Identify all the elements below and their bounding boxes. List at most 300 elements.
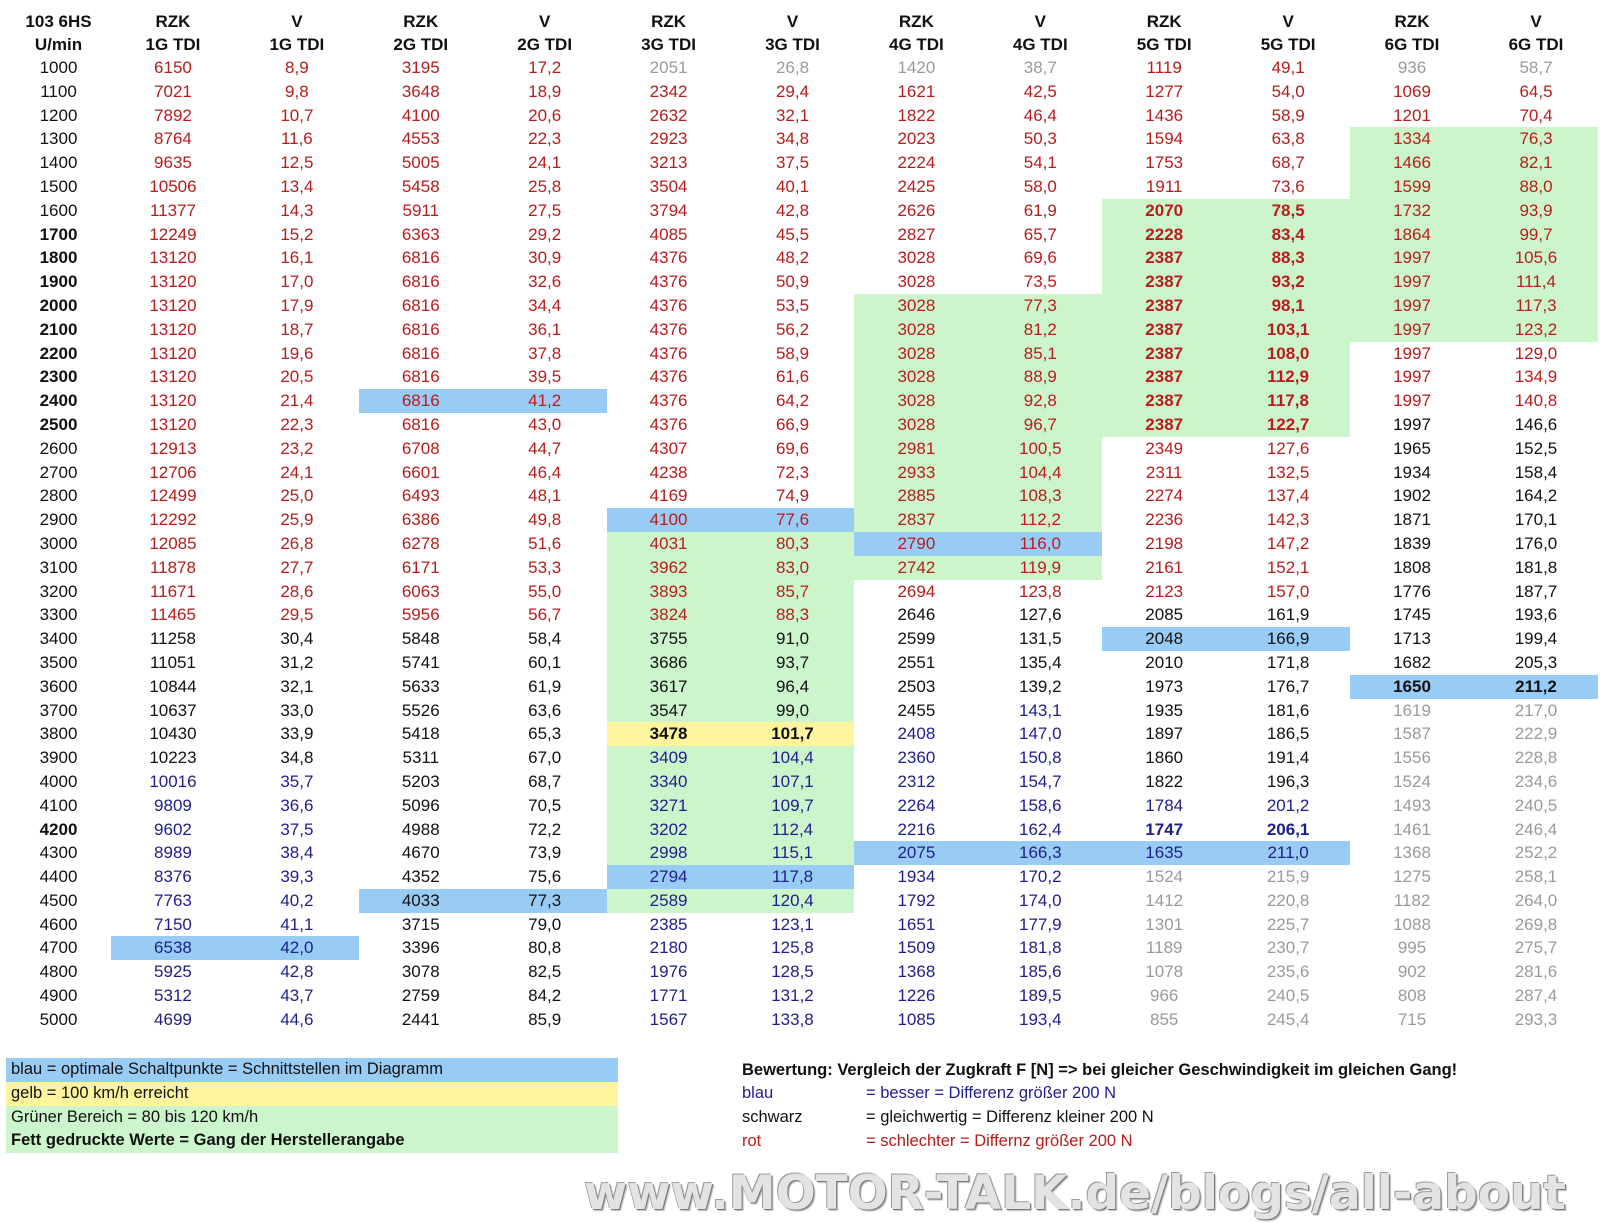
rzk-cell: 1965	[1393, 438, 1431, 458]
speed-cell: 72,2	[528, 819, 562, 839]
table-row	[6, 794, 1598, 818]
table-row	[6, 746, 1598, 770]
speed-cell: 44,7	[528, 438, 562, 458]
table-row	[6, 722, 1598, 746]
speed-cell: 105,6	[1474, 246, 1598, 270]
speed-cell: 53,3	[528, 557, 562, 577]
speed-cell: 123,1	[771, 914, 814, 934]
rpm-cell: 4800	[39, 962, 78, 982]
speed-cell: 26,8	[775, 58, 810, 77]
speed-cell: 199,4	[1514, 629, 1558, 649]
rzk-cell: 1275	[1393, 867, 1431, 887]
rzk-cell: 1599	[1350, 175, 1474, 199]
rzk-cell: 6708	[401, 438, 440, 458]
rzk-cell: 12706	[149, 462, 197, 482]
rzk-cell: 1621	[897, 81, 936, 101]
speed-cell: 108,0	[1226, 342, 1350, 366]
speed-cell: 78,5	[1226, 199, 1350, 223]
speed-cell: 107,1	[731, 770, 855, 794]
speed-cell: 115,1	[731, 841, 855, 865]
speed-cell: 88,0	[1474, 175, 1598, 199]
rzk-cell: 2455	[897, 700, 936, 720]
table-header-row	[6, 10, 1598, 56]
rpm-cell: 4200	[39, 819, 78, 839]
speed-cell: 140,8	[1514, 391, 1558, 411]
rzk-cell: 11258	[149, 629, 196, 649]
rpm-cell: 4000	[39, 771, 78, 791]
header-col	[483, 10, 607, 56]
rzk-cell: 13120	[149, 414, 197, 434]
header-label-top: V	[1034, 12, 1046, 31]
speed-cell: 98,1	[1226, 294, 1350, 318]
speed-cell: 81,2	[978, 318, 1102, 342]
speed-cell: 162,4	[1019, 819, 1062, 839]
rzk-cell: 5203	[401, 771, 440, 791]
rzk-cell: 1822	[1145, 771, 1184, 791]
speed-cell: 88,9	[978, 365, 1102, 389]
header-label-top: RZK	[155, 12, 191, 31]
rpm-cell: 4900	[39, 986, 78, 1006]
rzk-cell: 4376	[649, 367, 688, 387]
speed-cell: 240,5	[1266, 986, 1310, 1006]
rpm-cell: 4700	[39, 938, 78, 958]
rzk-cell: 2408	[897, 724, 936, 744]
rzk-cell: 2216	[897, 819, 936, 839]
rzk-cell: 936	[1397, 58, 1427, 77]
rating-key: rot	[742, 1131, 762, 1150]
rzk-cell: 3547	[607, 699, 731, 723]
rzk-cell: 1635	[1102, 841, 1226, 865]
speed-cell: 166,9	[1226, 627, 1350, 651]
table-row	[6, 960, 1598, 984]
rzk-cell: 4699	[154, 1009, 192, 1029]
table-row	[6, 342, 1598, 366]
rzk-cell: 6386	[401, 510, 440, 530]
rzk-cell: 2551	[897, 652, 936, 672]
rzk-cell: 1973	[1145, 676, 1184, 696]
rzk-cell: 11465	[149, 605, 196, 625]
rzk-cell: 5911	[402, 200, 440, 220]
rzk-cell: 3028	[854, 365, 978, 389]
speed-cell: 112,2	[978, 508, 1102, 532]
rzk-cell: 11878	[149, 557, 196, 577]
rzk-cell: 1732	[1350, 199, 1474, 223]
rzk-cell: 4307	[649, 438, 688, 458]
speed-cell: 41,1	[280, 914, 314, 934]
speed-cell: 33,0	[280, 700, 314, 720]
speed-cell: 38,7	[1023, 58, 1057, 77]
table-row	[6, 318, 1598, 342]
speed-cell: 9,8	[285, 81, 309, 101]
rzk-cell: 1997	[1350, 246, 1474, 270]
rzk-cell: 12249	[149, 224, 197, 244]
speed-cell: 13,4	[280, 176, 314, 196]
header-label-top: RZK	[1394, 12, 1430, 31]
table-row	[6, 199, 1598, 223]
speed-cell: 123,2	[1474, 318, 1598, 342]
rzk-cell: 1493	[1393, 795, 1431, 815]
rzk-cell: 13120	[149, 319, 197, 339]
speed-cell: 83,0	[731, 556, 855, 580]
header-label-bottom: 6G TDI	[1508, 35, 1564, 54]
speed-cell: 41,2	[483, 389, 607, 413]
rzk-cell: 1902	[1393, 486, 1431, 506]
speed-cell: 15,2	[280, 224, 314, 244]
speed-cell: 108,3	[978, 484, 1102, 508]
speed-cell: 70,4	[1519, 105, 1553, 125]
rzk-cell: 5741	[401, 652, 440, 672]
header-col	[359, 10, 483, 56]
rzk-cell: 3078	[401, 962, 440, 982]
rzk-cell: 12085	[149, 533, 197, 553]
speed-cell: 46,4	[1023, 105, 1057, 125]
speed-cell: 117,8	[1226, 389, 1350, 413]
rpm-cell: 3300	[39, 605, 78, 625]
rzk-cell: 2070	[1102, 199, 1226, 223]
speed-cell: 63,6	[528, 700, 562, 720]
rzk-cell: 1594	[1145, 129, 1184, 149]
rzk-cell: 1088	[1393, 914, 1431, 934]
speed-cell: 127,6	[1019, 605, 1062, 625]
header-label-top: V	[539, 12, 551, 31]
rzk-cell: 4553	[401, 129, 440, 149]
rzk-cell: 4352	[401, 867, 440, 887]
speed-cell: 112,4	[731, 818, 855, 842]
speed-cell: 211,0	[1226, 841, 1350, 865]
rzk-cell: 3028	[854, 318, 978, 342]
rzk-cell: 1934	[1393, 462, 1431, 482]
rzk-cell: 4169	[649, 486, 688, 506]
header-label-bottom: 2G TDI	[517, 35, 573, 54]
rzk-cell: 2441	[401, 1009, 440, 1029]
rzk-cell: 1997	[1393, 391, 1431, 411]
speed-cell: 77,3	[978, 294, 1102, 318]
header-label-bottom: 1G TDI	[269, 35, 325, 54]
speed-cell: 157,0	[1266, 581, 1310, 601]
speed-cell: 245,4	[1266, 1009, 1310, 1029]
speed-cell: 48,2	[775, 248, 810, 268]
speed-cell: 18,7	[280, 319, 314, 339]
speed-cell: 128,5	[771, 962, 814, 982]
rzk-cell: 12913	[149, 438, 197, 458]
rzk-cell: 1189	[1145, 938, 1183, 958]
rzk-cell: 1792	[897, 890, 936, 910]
rzk-cell: 3617	[607, 675, 731, 699]
rzk-cell: 6816	[401, 367, 440, 387]
table-row	[6, 461, 1598, 485]
speed-cell: 37,8	[528, 343, 562, 363]
table-row	[6, 175, 1598, 199]
rzk-cell: 1997	[1350, 270, 1474, 294]
rpm-cell: 1600	[39, 200, 78, 220]
rzk-cell: 1466	[1350, 151, 1474, 175]
rzk-cell: 2387	[1102, 389, 1226, 413]
speed-cell: 158,4	[1514, 462, 1558, 482]
speed-cell: 20,5	[280, 367, 314, 387]
rpm-cell: 4100	[39, 795, 78, 815]
header-col	[1102, 10, 1226, 56]
table-row	[6, 675, 1598, 699]
rzk-cell: 1078	[1145, 962, 1184, 982]
rzk-cell: 3686	[607, 651, 731, 675]
speed-cell: 88,3	[731, 603, 855, 627]
speed-cell: 91,0	[731, 627, 855, 651]
speed-cell: 123,8	[1019, 581, 1062, 601]
rzk-cell: 1524	[1393, 771, 1431, 791]
rzk-cell: 2933	[854, 461, 978, 485]
rzk-cell: 10430	[149, 724, 197, 744]
rzk-cell: 1334	[1350, 127, 1474, 151]
rpm-cell: 2800	[39, 486, 78, 506]
table-row	[6, 413, 1598, 437]
speed-cell: 34,8	[775, 129, 810, 149]
speed-cell: 36,6	[280, 795, 314, 815]
speed-cell: 235,6	[1266, 962, 1310, 982]
rzk-cell: 2387	[1102, 413, 1226, 437]
rzk-cell: 8989	[154, 843, 192, 863]
speed-cell: 170,2	[1019, 867, 1062, 887]
speed-cell: 64,2	[775, 391, 810, 411]
speed-cell: 164,2	[1514, 486, 1558, 506]
speed-cell: 77,3	[483, 889, 607, 913]
rzk-cell: 1784	[1145, 795, 1184, 815]
rzk-cell: 5848	[401, 629, 440, 649]
speed-cell: 181,8	[1019, 938, 1062, 958]
rzk-cell: 1085	[897, 1009, 936, 1029]
speed-cell: 158,6	[1019, 795, 1062, 815]
header-label-bottom: 6G TDI	[1384, 35, 1440, 54]
rzk-cell: 1182	[1393, 890, 1431, 910]
rzk-cell: 9602	[154, 819, 192, 839]
rzk-cell: 1747	[1145, 819, 1184, 839]
rzk-cell: 3028	[897, 248, 936, 268]
speed-cell: 99,0	[731, 699, 855, 723]
speed-cell: 40,1	[775, 176, 810, 196]
speed-cell: 17,0	[280, 272, 314, 292]
table-row	[6, 889, 1598, 913]
speed-cell: 55,0	[528, 581, 562, 601]
speed-cell: 68,7	[528, 771, 562, 791]
speed-cell: 26,8	[280, 533, 314, 553]
speed-cell: 56,2	[775, 319, 810, 339]
speed-cell: 181,6	[1266, 700, 1310, 720]
speed-cell: 27,5	[528, 200, 562, 220]
table-row	[6, 127, 1598, 151]
rzk-cell: 6816	[401, 414, 440, 434]
speed-cell: 176,0	[1514, 533, 1558, 553]
speed-cell: 40,2	[280, 890, 314, 910]
rzk-cell: 1587	[1393, 724, 1431, 744]
rzk-cell: 2387	[1102, 318, 1226, 342]
speed-cell: 99,7	[1474, 223, 1598, 247]
speed-cell: 281,6	[1514, 962, 1558, 982]
speed-cell: 14,3	[280, 200, 314, 220]
speed-cell: 206,1	[1266, 819, 1310, 839]
speed-cell: 29,2	[528, 224, 562, 244]
header-label-bottom: 5G TDI	[1260, 35, 1316, 54]
speed-cell: 61,9	[1023, 200, 1057, 220]
speed-cell: 85,1	[978, 342, 1102, 366]
rzk-cell: 1524	[1145, 867, 1184, 887]
speed-cell: 58,0	[1023, 176, 1057, 196]
speed-cell: 104,4	[731, 746, 855, 770]
rpm-cell: 3000	[39, 533, 78, 553]
rzk-cell: 1713	[1393, 629, 1431, 649]
speed-cell: 27,7	[280, 557, 314, 577]
speed-cell: 67,0	[528, 748, 562, 768]
header-label-bottom: 3G TDI	[765, 35, 820, 54]
speed-cell: 72,3	[775, 462, 810, 482]
speed-cell: 17,2	[528, 58, 562, 77]
speed-cell: 63,8	[1271, 129, 1305, 149]
speed-cell: 174,0	[1019, 890, 1062, 910]
speed-cell: 120,4	[731, 889, 855, 913]
rzk-cell: 5956	[401, 605, 440, 625]
rzk-cell: 1864	[1350, 223, 1474, 247]
header-label-top: RZK	[651, 12, 687, 31]
rzk-cell: 6363	[401, 224, 440, 244]
rzk-cell: 2387	[1102, 365, 1226, 389]
speed-cell: 25,9	[280, 510, 314, 530]
speed-cell: 220,8	[1266, 890, 1310, 910]
speed-cell: 23,2	[280, 438, 314, 458]
speed-cell: 20,6	[528, 105, 562, 125]
rzk-cell: 2425	[897, 176, 936, 196]
header-label-top: V	[1530, 12, 1542, 31]
speed-cell: 85,9	[528, 1009, 562, 1029]
rzk-cell: 4238	[649, 462, 688, 482]
rpm-cell: 3600	[39, 676, 78, 696]
table-row	[6, 484, 1598, 508]
rzk-cell: 10844	[149, 676, 197, 696]
speed-cell: 139,2	[1019, 676, 1062, 696]
rzk-cell: 6493	[401, 486, 440, 506]
rzk-cell: 1119	[1146, 58, 1182, 77]
speed-cell: 147,0	[1019, 724, 1062, 744]
header-rpm	[6, 10, 111, 56]
speed-cell: 234,6	[1514, 771, 1558, 791]
rzk-cell: 2503	[897, 676, 936, 696]
rpm-cell: 1800	[39, 248, 78, 268]
rpm-cell: 4300	[39, 843, 78, 863]
speed-cell: 36,1	[528, 319, 562, 339]
rating-text: = gleichwertig = Differenz kleiner 200 N	[866, 1107, 1154, 1126]
rzk-cell: 2589	[607, 889, 731, 913]
rzk-cell: 1201	[1393, 105, 1431, 125]
rzk-cell: 6816	[401, 295, 440, 315]
rzk-cell: 9809	[154, 795, 192, 815]
speed-cell: 146,6	[1514, 414, 1558, 434]
speed-cell: 88,3	[1226, 246, 1350, 270]
rzk-cell: 5418	[401, 724, 440, 744]
rzk-cell: 1808	[1393, 557, 1431, 577]
rzk-cell: 6063	[401, 581, 440, 601]
rzk-cell: 10223	[149, 748, 197, 768]
speed-cell: 66,9	[775, 414, 810, 434]
rzk-cell: 6171	[401, 557, 440, 577]
rzk-cell: 2794	[607, 865, 731, 889]
speed-cell: 39,3	[280, 867, 314, 887]
speed-cell: 58,9	[1271, 105, 1305, 125]
rzk-cell: 2224	[897, 153, 936, 173]
table-row	[6, 556, 1598, 580]
header-label-top: V	[1282, 12, 1294, 31]
rzk-cell: 1436	[1145, 105, 1184, 125]
rzk-cell: 13120	[149, 295, 197, 315]
speed-cell: 43,0	[528, 414, 562, 434]
rzk-cell: 3893	[607, 580, 731, 604]
table-row	[6, 651, 1598, 675]
speed-cell: 24,1	[280, 462, 314, 482]
speed-cell: 61,9	[528, 676, 562, 696]
rpm-cell: 3700	[39, 700, 78, 720]
rpm-cell: 1500	[39, 176, 78, 196]
speed-cell: 18,9	[528, 81, 562, 101]
table-body	[6, 56, 1598, 1032]
speed-cell: 8,9	[285, 58, 309, 77]
rpm-cell: 4500	[39, 890, 78, 910]
speed-cell: 73,9	[528, 843, 562, 863]
speed-cell: 32,6	[528, 272, 562, 292]
speed-cell: 93,9	[1474, 199, 1598, 223]
speed-cell: 48,1	[528, 486, 562, 506]
rzk-cell: 2161	[1145, 557, 1184, 577]
speed-cell: 166,3	[978, 841, 1102, 865]
speed-cell: 17,9	[280, 295, 314, 315]
speed-cell: 109,7	[731, 794, 855, 818]
speed-cell: 45,5	[775, 224, 810, 244]
speed-cell: 19,6	[280, 343, 314, 363]
rzk-cell: 3478	[607, 722, 731, 746]
header-col	[1350, 10, 1474, 56]
speed-cell: 228,8	[1514, 748, 1558, 768]
rzk-cell: 1976	[649, 962, 688, 982]
rzk-cell: 1776	[1393, 581, 1431, 601]
speed-cell: 117,3	[1474, 294, 1598, 318]
speed-cell: 79,0	[528, 914, 562, 934]
speed-cell: 12,5	[280, 153, 314, 173]
speed-cell: 11,6	[280, 129, 313, 149]
rating-title: Bewertung: Vergleich der Zugkraft F [N] => bei gleicher Geschwindigkeit im gleichen Gang!	[742, 1061, 1458, 1079]
rzk-cell: 6538	[111, 936, 235, 960]
rzk-cell: 2342	[649, 81, 688, 101]
rzk-cell: 1753	[1145, 153, 1184, 173]
legend	[6, 1058, 618, 1153]
speed-cell: 258,1	[1514, 867, 1558, 887]
rzk-cell: 1567	[649, 1009, 688, 1029]
rzk-cell: 1997	[1393, 414, 1431, 434]
rzk-cell: 1839	[1393, 533, 1431, 553]
rzk-cell: 2085	[1145, 605, 1184, 625]
rzk-cell: 1556	[1393, 748, 1431, 768]
rzk-cell: 1897	[1145, 724, 1184, 744]
speed-cell: 61,6	[775, 367, 810, 387]
rzk-cell: 6278	[401, 533, 440, 553]
rpm-cell: 2200	[39, 343, 78, 363]
table-row	[6, 532, 1598, 556]
header-label-top: RZK	[403, 12, 439, 31]
rzk-cell: 1069	[1393, 81, 1431, 101]
rzk-cell: 12499	[149, 486, 197, 506]
speed-cell: 64,5	[1519, 81, 1553, 101]
speed-cell: 217,0	[1514, 700, 1558, 720]
speed-cell: 42,5	[1023, 81, 1057, 101]
speed-cell: 92,8	[978, 389, 1102, 413]
speed-cell: 135,4	[1019, 652, 1062, 672]
rzk-cell: 1509	[897, 938, 936, 958]
table-row	[6, 246, 1598, 270]
speed-cell: 33,9	[280, 724, 314, 744]
